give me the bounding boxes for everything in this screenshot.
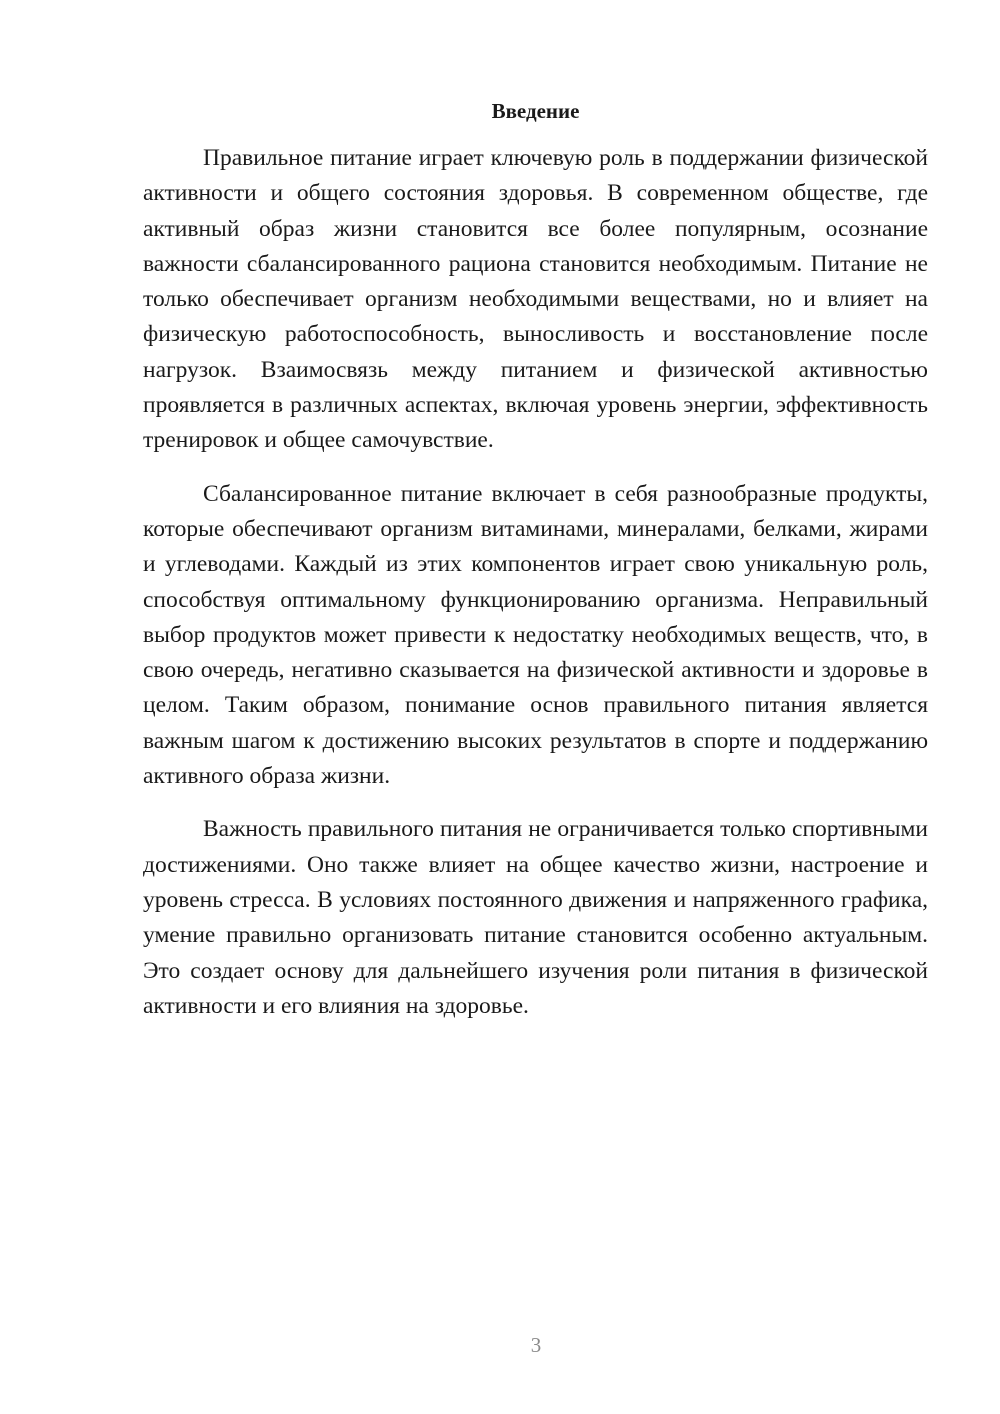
section-title: Введение	[491, 99, 580, 123]
paragraph-2: Сбалансированное питание включает в себя разнообразные продукты, которые обеспечивают организм витаминами, минералами, белками, жирами и углеводами. Каждый из этих компонентов играет свою уникальную роль, способствуя оптимальному функционированию организма. Неправильный выбор продуктов может привести к недостатку необходимых веществ, что, в свою очередь, негативно сказывается на физической активности и здоровье в целом. Таким образом, понимание основ правильного питания является важным шагом к достижению высоких результатов в спорте и поддержанию активного образа жизни.	[143, 480, 928, 790]
paragraph-3: Важность правильного питания не ограничивается только спортивными достижениями. Оно также влияет на общее качество жизни, настроение и уровень стресса. В условиях постоянного движения и напряженного графика, умение правильно организовать питание становится особенно актуальным. Это создает основу для дальнейшего изучения роли питания в физической активности и его влияния на здоровье.	[143, 816, 928, 1019]
page-number: 3	[530, 1333, 542, 1357]
paragraph-1: Правильное питание играет ключевую роль в поддержании физической активности и общего состояния здоровья. В современном обществе, где активный образ жизни становится все более популярным, осознание важности сбалансированного рациона становится необходимым. Питание не только обеспечивает организм необходимыми веществами, но и влияет на физическую работоспособность, выносливость и восстановление после нагрузок. Взаимосвязь между питанием и физической активностью проявляется в различных аспектах, включая уровень энергии, эффективность тренировок и общее самочувствие.	[143, 145, 928, 454]
document-body	[143, 93, 928, 1042]
